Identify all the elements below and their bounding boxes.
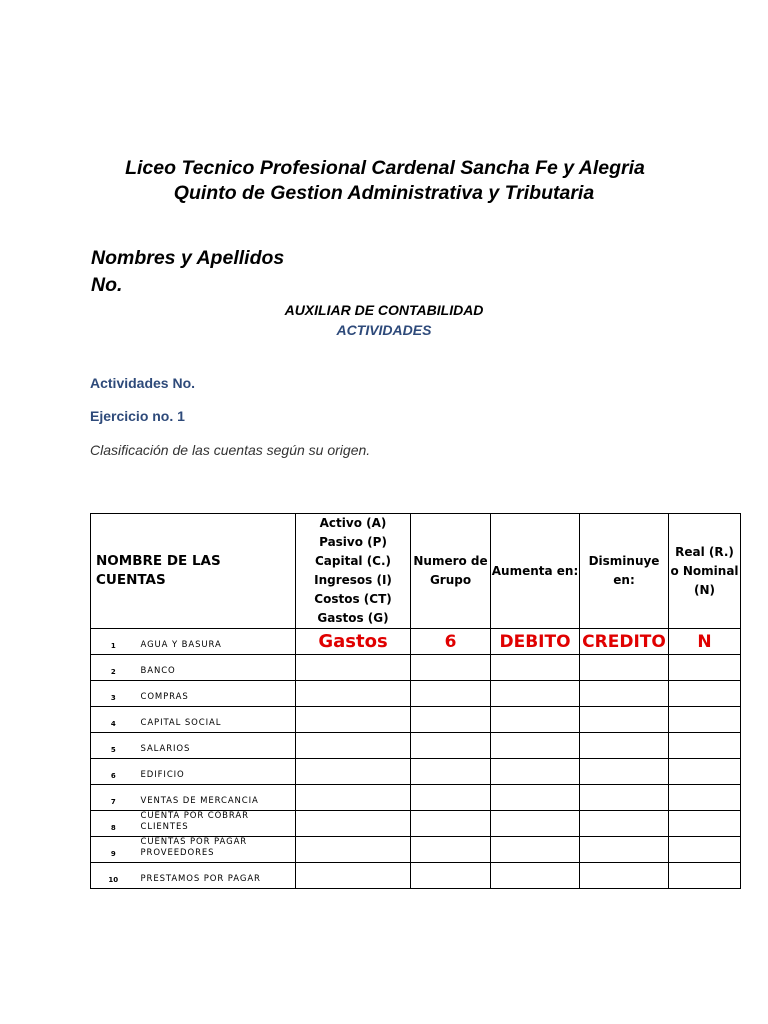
document-header bbox=[0, 156, 768, 206]
account-name: EDIFICIO bbox=[136, 759, 296, 785]
decreases-cell[interactable] bbox=[580, 733, 669, 759]
real-nominal-cell[interactable] bbox=[669, 811, 741, 837]
row-number: 2 bbox=[91, 655, 136, 681]
accounts-table bbox=[90, 513, 741, 889]
group-cell[interactable] bbox=[411, 655, 491, 681]
account-name: COMPRAS bbox=[136, 681, 296, 707]
increases-cell[interactable] bbox=[491, 759, 580, 785]
group-cell[interactable] bbox=[411, 681, 491, 707]
classification-cell[interactable] bbox=[296, 707, 411, 733]
decreases-cell[interactable] bbox=[580, 707, 669, 733]
table-row bbox=[91, 811, 741, 837]
increases-cell[interactable] bbox=[491, 863, 580, 889]
decreases-cell[interactable] bbox=[580, 863, 669, 889]
classification-cell[interactable] bbox=[296, 785, 411, 811]
decreases-cell[interactable]: CREDITO bbox=[580, 629, 669, 655]
header-increases: Aumenta en: bbox=[491, 514, 580, 629]
real-nominal-cell[interactable] bbox=[669, 655, 741, 681]
real-nominal-cell[interactable]: N bbox=[669, 629, 741, 655]
account-name: SALARIOS bbox=[136, 733, 296, 759]
increases-cell[interactable] bbox=[491, 655, 580, 681]
table-row bbox=[91, 681, 741, 707]
course-name: Quinto de Gestion Administrativa y Tributaria bbox=[173, 182, 595, 204]
increases-cell[interactable] bbox=[491, 707, 580, 733]
classification-cell[interactable] bbox=[296, 863, 411, 889]
real-nominal-cell[interactable] bbox=[669, 733, 741, 759]
names-label: Nombres y Apellidos bbox=[91, 247, 285, 269]
increases-cell[interactable] bbox=[491, 785, 580, 811]
account-name: CUENTA POR COBRAR CLIENTES bbox=[136, 811, 296, 837]
auxiliar-title: AUXILIAR DE CONTABILIDAD bbox=[284, 302, 484, 318]
account-name: CUENTAS POR PAGAR PROVEEDORES bbox=[136, 837, 296, 863]
actividades-title: ACTIVIDADES bbox=[336, 322, 432, 338]
group-cell[interactable] bbox=[411, 863, 491, 889]
header-classification: Activo (A) Pasivo (P) Capital (C.) Ingresos (I) Costos (CT) Gastos (G) bbox=[296, 514, 411, 629]
table-row bbox=[91, 707, 741, 733]
group-cell[interactable] bbox=[411, 759, 491, 785]
increases-cell[interactable] bbox=[491, 837, 580, 863]
row-number: 5 bbox=[91, 733, 136, 759]
increases-cell[interactable] bbox=[491, 733, 580, 759]
account-name: PRESTAMOS POR PAGAR bbox=[136, 863, 296, 889]
account-name: VENTAS DE MERCANCIA bbox=[136, 785, 296, 811]
increases-cell[interactable]: DEBITO bbox=[491, 629, 580, 655]
decreases-cell[interactable] bbox=[580, 785, 669, 811]
decreases-cell[interactable] bbox=[580, 681, 669, 707]
header-real-nominal: Real (R.) o Nominal (N) bbox=[669, 514, 741, 629]
classification-cell[interactable] bbox=[296, 837, 411, 863]
group-cell[interactable] bbox=[411, 837, 491, 863]
row-number: 10 bbox=[91, 863, 136, 889]
row-number: 4 bbox=[91, 707, 136, 733]
group-cell[interactable] bbox=[411, 785, 491, 811]
table-row bbox=[91, 733, 741, 759]
classification-cell[interactable] bbox=[296, 681, 411, 707]
real-nominal-cell[interactable] bbox=[669, 707, 741, 733]
real-nominal-cell[interactable] bbox=[669, 863, 741, 889]
classification-cell[interactable]: Gastos bbox=[296, 629, 411, 655]
real-nominal-cell[interactable] bbox=[669, 681, 741, 707]
classification-cell[interactable] bbox=[296, 811, 411, 837]
row-number: 8 bbox=[91, 811, 136, 837]
row-number: 7 bbox=[91, 785, 136, 811]
school-name: Liceo Tecnico Profesional Cardenal Sancha Fe y Alegria bbox=[125, 157, 645, 179]
group-cell[interactable] bbox=[411, 707, 491, 733]
decreases-cell[interactable] bbox=[580, 655, 669, 681]
header-group-number: Numero de Grupo bbox=[411, 514, 491, 629]
classification-cell[interactable] bbox=[296, 733, 411, 759]
classification-cell[interactable] bbox=[296, 655, 411, 681]
row-number: 6 bbox=[91, 759, 136, 785]
decreases-cell[interactable] bbox=[580, 759, 669, 785]
ejercicio-label: Ejercicio no. 1 bbox=[90, 408, 185, 424]
row-number: 9 bbox=[91, 837, 136, 863]
header-decreases: Disminuye en: bbox=[580, 514, 669, 629]
row-number: 3 bbox=[91, 681, 136, 707]
table-row bbox=[91, 837, 741, 863]
table-row bbox=[91, 785, 741, 811]
table-row bbox=[91, 655, 741, 681]
account-name: CAPITAL SOCIAL bbox=[136, 707, 296, 733]
real-nominal-cell[interactable] bbox=[669, 785, 741, 811]
actividades-no-label: Actividades No. bbox=[90, 375, 196, 391]
account-name: BANCO bbox=[136, 655, 296, 681]
header-account-name: NOMBRE DE LAS CUENTAS bbox=[91, 514, 296, 629]
number-label: No. bbox=[91, 274, 123, 296]
increases-cell[interactable] bbox=[491, 811, 580, 837]
group-cell[interactable] bbox=[411, 811, 491, 837]
group-cell[interactable] bbox=[411, 733, 491, 759]
instruction-text: Clasificación de las cuentas según su origen. bbox=[90, 442, 371, 458]
table-header-row bbox=[91, 514, 741, 629]
student-info bbox=[91, 245, 284, 299]
classification-cell[interactable] bbox=[296, 759, 411, 785]
table-row bbox=[91, 759, 741, 785]
group-cell[interactable]: 6 bbox=[411, 629, 491, 655]
decreases-cell[interactable] bbox=[580, 811, 669, 837]
table-row bbox=[91, 629, 741, 655]
real-nominal-cell[interactable] bbox=[669, 759, 741, 785]
real-nominal-cell[interactable] bbox=[669, 837, 741, 863]
decreases-cell[interactable] bbox=[580, 837, 669, 863]
table-row bbox=[91, 863, 741, 889]
account-name: AGUA Y BASURA bbox=[136, 629, 296, 655]
row-number: 1 bbox=[91, 629, 136, 655]
subtitle-block bbox=[0, 300, 768, 340]
increases-cell[interactable] bbox=[491, 681, 580, 707]
